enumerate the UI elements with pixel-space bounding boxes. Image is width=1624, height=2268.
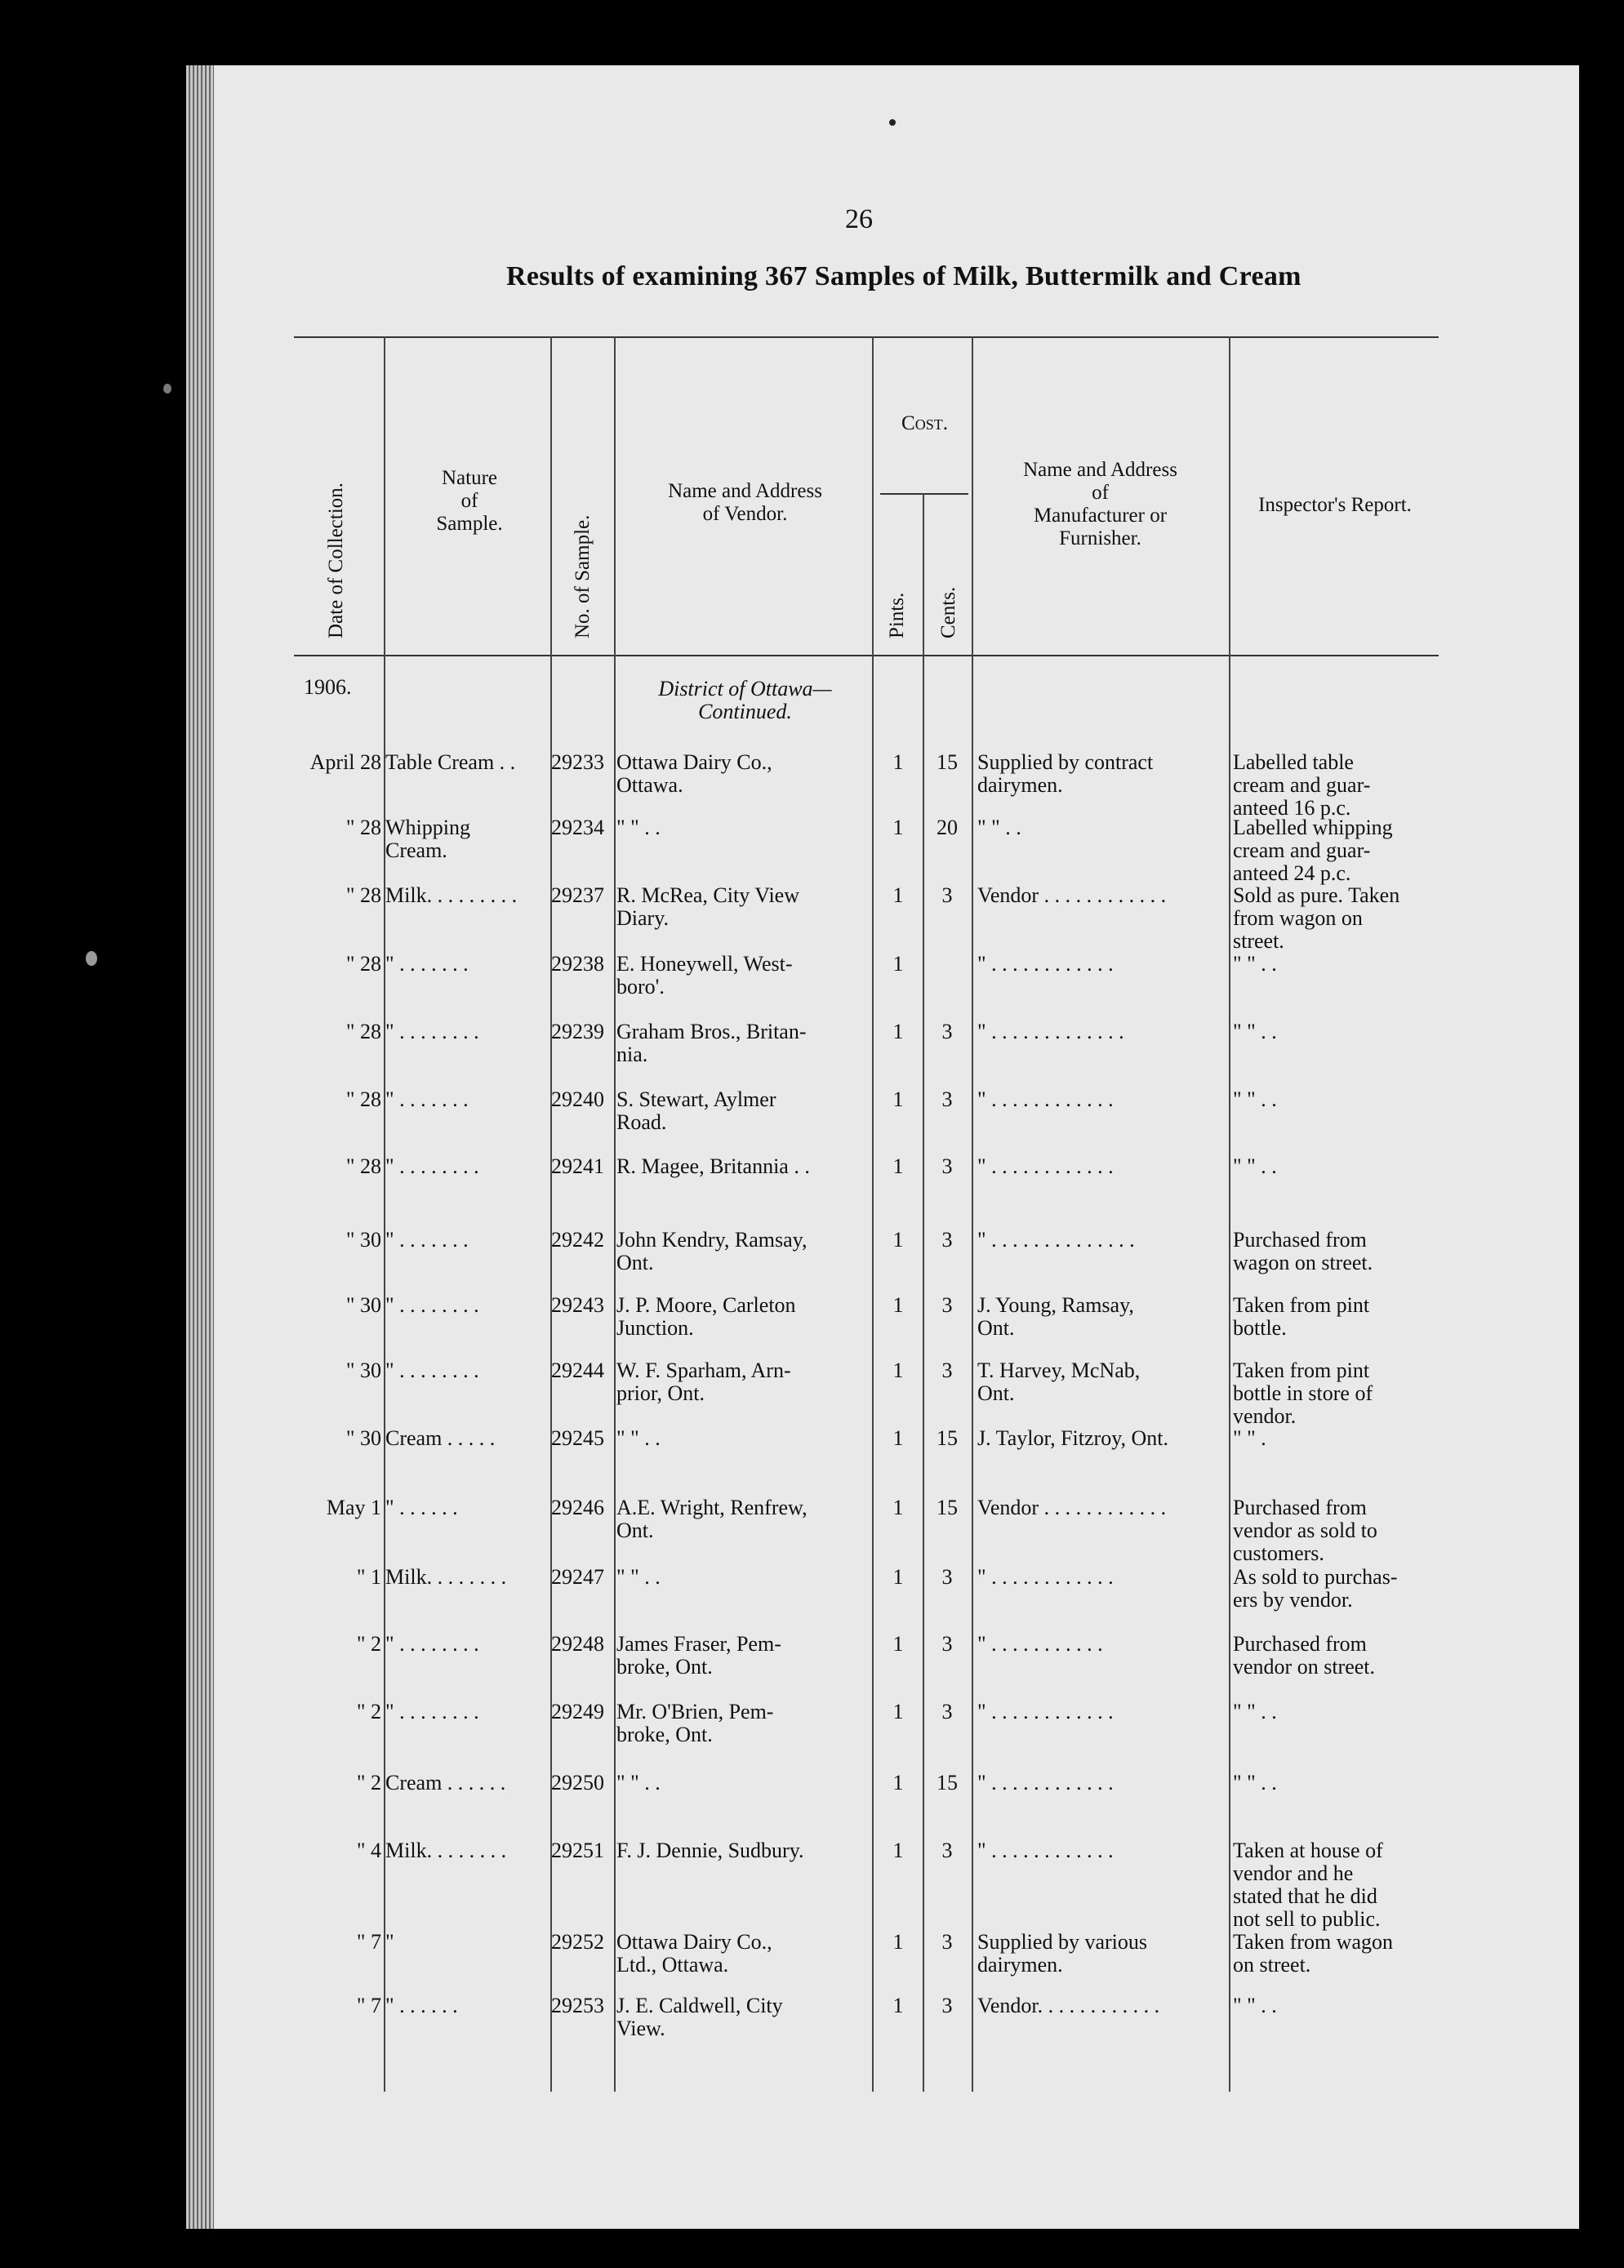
column-rule [972, 336, 973, 2092]
cell-vendor: R. McRea, City View Diary. [616, 883, 799, 930]
table-top-rule [294, 336, 1439, 338]
cell-report: Labelled table cream and guar- anteed 16 p.c. [1233, 750, 1371, 820]
header-vendor: Name and Address of Vendor. [668, 480, 822, 525]
cell-pints: 1 [892, 1426, 904, 1450]
cell-cents: 3 [941, 1839, 953, 1862]
cell-date: " 4 [356, 1839, 381, 1862]
cell-manufacturer: " . . . . . . . . . . . . . [977, 1020, 1124, 1043]
header-nature-of-sample: Nature of Sample. [436, 467, 503, 535]
cell-cents: 3 [941, 883, 953, 907]
cell-date: " 2 [356, 1700, 381, 1723]
cell-pints: 1 [892, 1771, 904, 1794]
cell-manufacturer: Supplied by various dairymen. [977, 1930, 1147, 1977]
cell-cents: 3 [941, 1228, 953, 1252]
cell-date: " 28 [345, 883, 381, 907]
cell-sample-no: 29234 [551, 816, 604, 839]
cell-vendor: John Kendry, Ramsay, Ont. [616, 1228, 808, 1274]
cell-sample-no: 29243 [551, 1293, 604, 1317]
cell-sample-no: 29249 [551, 1700, 604, 1723]
column-rule [1229, 336, 1230, 2092]
cell-report: " " . . [1233, 1700, 1277, 1723]
cell-nature: " [385, 1930, 394, 1954]
cell-pints: 1 [892, 1565, 904, 1589]
header-cents: Cents. [937, 586, 959, 638]
column-rule [872, 336, 874, 2092]
cell-manufacturer: " " . . [977, 816, 1021, 839]
cell-sample-no: 29248 [551, 1632, 604, 1656]
cell-nature: " . . . . . . [385, 1496, 458, 1519]
cell-sample-no: 29253 [551, 1994, 604, 2017]
cell-nature: " . . . . . . . [385, 952, 469, 976]
cell-vendor: " " . . [616, 816, 661, 839]
cell-nature: " . . . . . . . . [385, 1293, 479, 1317]
cell-manufacturer: " . . . . . . . . . . . . [977, 1565, 1114, 1589]
cell-report: " " . . [1233, 1087, 1277, 1111]
cell-pints: 1 [892, 816, 904, 839]
cell-pints: 1 [892, 1154, 904, 1178]
cell-vendor: Ottawa Dairy Co., Ltd., Ottawa. [616, 1930, 772, 1977]
cell-cents: 3 [941, 1293, 953, 1317]
year-label: 1906. [304, 675, 352, 699]
cell-date: May 1 [326, 1496, 381, 1519]
cell-report: Taken from wagon on street. [1233, 1930, 1394, 1977]
cell-manufacturer: T. Harvey, McNab, Ont. [977, 1359, 1141, 1405]
cell-sample-no: 29246 [551, 1496, 604, 1519]
cell-pints: 1 [892, 1839, 904, 1862]
cell-cents: 3 [941, 1087, 953, 1111]
cell-manufacturer: Vendor . . . . . . . . . . . . [977, 883, 1167, 907]
cell-pints: 1 [892, 750, 904, 774]
header-inspector-report: Inspector's Report. [1258, 494, 1412, 516]
cell-pints: 1 [892, 883, 904, 907]
cell-date: " 28 [345, 1020, 381, 1043]
column-rule [384, 336, 385, 2092]
header-date-of-collection: Date of Collection. [325, 483, 347, 638]
cell-report: " " . . [1233, 952, 1277, 976]
cell-vendor: Mr. O'Brien, Pem- broke, Ont. [616, 1700, 774, 1746]
cell-sample-no: 29250 [551, 1771, 604, 1794]
cell-sample-no: 29241 [551, 1154, 604, 1178]
cell-cents: 3 [941, 1020, 953, 1043]
cell-report: Labelled whipping cream and guar- anteed 24 p.c. [1233, 816, 1393, 885]
cell-pints: 1 [892, 1293, 904, 1317]
column-rule [614, 336, 616, 2092]
cell-nature: " . . . . . . . . [385, 1359, 479, 1382]
cell-nature: " . . . . . . . . [385, 1020, 479, 1043]
cell-date: " 28 [345, 1087, 381, 1111]
cell-manufacturer: Vendor . . . . . . . . . . . . [977, 1496, 1167, 1519]
cell-vendor: W. F. Sparham, Arn- prior, Ont. [616, 1359, 791, 1405]
cell-sample-no: 29244 [551, 1359, 604, 1382]
district-label: District of Ottawa— Continued. [658, 677, 832, 723]
cell-report: Sold as pure. Taken from wagon on street. [1233, 883, 1400, 953]
cell-pints: 1 [892, 1228, 904, 1252]
cell-pints: 1 [892, 1700, 904, 1723]
cell-cents: 3 [941, 1565, 953, 1589]
cell-vendor: James Fraser, Pem- broke, Ont. [616, 1632, 781, 1679]
cell-pints: 1 [892, 1020, 904, 1043]
scan-speck [86, 951, 97, 966]
cell-nature: " . . . . . . . . [385, 1632, 479, 1656]
cell-cents: 15 [937, 750, 958, 774]
header-pints: Pints. [886, 592, 908, 638]
cell-report: " " . . [1233, 1771, 1277, 1794]
cell-nature: " . . . . . . [385, 1994, 458, 2017]
cell-nature: Milk. . . . . . . . . [385, 883, 518, 907]
cell-cents: 20 [937, 816, 958, 839]
cell-sample-no: 29251 [551, 1839, 604, 1862]
cell-date: " 30 [345, 1359, 381, 1382]
cell-manufacturer: " . . . . . . . . . . . . [977, 1700, 1114, 1723]
column-rule [550, 336, 552, 2092]
cell-nature: " . . . . . . . . [385, 1154, 479, 1178]
cell-cents: 3 [941, 1700, 953, 1723]
header-cost: Cost. [901, 412, 948, 434]
cell-nature: " . . . . . . . [385, 1228, 469, 1252]
cell-report: " " . [1233, 1426, 1266, 1450]
cell-date: " 1 [356, 1565, 381, 1589]
cell-report: Taken at house of vendor and he stated that he did not sell to public. [1233, 1839, 1383, 1931]
cell-nature: " . . . . . . . . [385, 1700, 479, 1723]
cell-vendor: J. P. Moore, Carleton Junction. [616, 1293, 796, 1340]
cell-date: " 28 [345, 952, 381, 976]
scan-speck [163, 384, 171, 394]
cell-sample-no: 29247 [551, 1565, 604, 1589]
cell-report: " " . . [1233, 1154, 1277, 1178]
cell-sample-no: 29242 [551, 1228, 604, 1252]
cell-sample-no: 29239 [551, 1020, 604, 1043]
cell-manufacturer: " . . . . . . . . . . . . . . [977, 1228, 1135, 1252]
cell-pints: 1 [892, 952, 904, 976]
cell-manufacturer: " . . . . . . . . . . . . [977, 1087, 1114, 1111]
cell-vendor: E. Honeywell, West- boro'. [616, 952, 793, 998]
cell-pints: 1 [892, 1930, 904, 1954]
cell-manufacturer: J. Taylor, Fitzroy, Ont. [977, 1426, 1169, 1450]
cell-cents: 3 [941, 1154, 953, 1178]
cell-report: Taken from pint bottle in store of vendor. [1233, 1359, 1373, 1428]
cell-manufacturer: " . . . . . . . . . . . . [977, 1771, 1114, 1794]
cell-nature: Whipping Cream. [385, 816, 470, 862]
cell-sample-no: 29237 [551, 883, 604, 907]
cell-vendor: R. Magee, Britannia . . [616, 1154, 810, 1178]
cell-nature: Milk. . . . . . . . [385, 1565, 507, 1589]
cell-pints: 1 [892, 1994, 904, 2017]
cell-report: " " . . [1233, 1020, 1277, 1043]
cell-nature: Cream . . . . . [385, 1426, 496, 1450]
cell-cents: 3 [941, 1930, 953, 1954]
cell-report: " " . . [1233, 1994, 1277, 2017]
cell-vendor: " " . . [616, 1565, 661, 1589]
cell-vendor: S. Stewart, Aylmer Road. [616, 1087, 776, 1134]
cell-cents: 15 [937, 1426, 958, 1450]
book-spine-edge [186, 65, 214, 2229]
cell-vendor: " " . . [616, 1771, 661, 1794]
cell-pints: 1 [892, 1496, 904, 1519]
cell-date: " 28 [345, 1154, 381, 1178]
cell-pints: 1 [892, 1087, 904, 1111]
cost-divider-rule [880, 493, 968, 495]
cell-manufacturer: " . . . . . . . . . . . [977, 1632, 1103, 1656]
cell-date: " 30 [345, 1228, 381, 1252]
cell-date: " 28 [345, 816, 381, 839]
cell-vendor: F. J. Dennie, Sudbury. [616, 1839, 804, 1862]
cell-manufacturer: " . . . . . . . . . . . . [977, 1839, 1114, 1862]
cell-vendor: A.E. Wright, Renfrew, Ont. [616, 1496, 808, 1542]
header-no-of-sample: No. of Sample. [572, 514, 594, 638]
cell-cents: 15 [937, 1496, 958, 1519]
cell-manufacturer: Supplied by contract dairymen. [977, 750, 1154, 797]
header-manufacturer: Name and Address of Manufacturer or Furnisher. [1023, 459, 1177, 549]
cell-nature: " . . . . . . . [385, 1087, 469, 1111]
header-bottom-rule [294, 655, 1439, 656]
cell-sample-no: 29245 [551, 1426, 604, 1450]
cell-sample-no: 29238 [551, 952, 604, 976]
cell-vendor: Ottawa Dairy Co., Ottawa. [616, 750, 772, 797]
cell-date: " 30 [345, 1426, 381, 1450]
cell-report: Purchased from vendor as sold to customers. [1233, 1496, 1377, 1565]
cell-sample-no: 29240 [551, 1087, 604, 1111]
cell-report: Purchased from vendor on street. [1233, 1632, 1376, 1679]
cell-vendor: J. E. Caldwell, City View. [616, 1994, 783, 2040]
cell-nature: Cream . . . . . . [385, 1771, 506, 1794]
cell-cents: 3 [941, 1632, 953, 1656]
cell-manufacturer: " . . . . . . . . . . . . [977, 1154, 1114, 1178]
cell-date: " 7 [356, 1930, 381, 1954]
cell-vendor: " " . . [616, 1426, 661, 1450]
cell-cents: 3 [941, 1359, 953, 1382]
scan-speck [889, 119, 896, 126]
cell-nature: Milk. . . . . . . . [385, 1839, 507, 1862]
cell-pints: 1 [892, 1359, 904, 1382]
cell-nature: Table Cream . . [385, 750, 516, 774]
cell-report: Purchased from wagon on street. [1233, 1228, 1373, 1274]
cell-report: Taken from pint bottle. [1233, 1293, 1370, 1340]
cell-manufacturer: J. Young, Ramsay, Ont. [977, 1293, 1134, 1340]
cell-cents: 3 [941, 1994, 953, 2017]
cell-sample-no: 29252 [551, 1930, 604, 1954]
cell-report: As sold to purchas- ers by vendor. [1233, 1565, 1398, 1612]
cell-manufacturer: " . . . . . . . . . . . . [977, 952, 1114, 976]
cell-sample-no: 29233 [551, 750, 604, 774]
cell-pints: 1 [892, 1632, 904, 1656]
page-title: Results of examining 367 Samples of Milk, Buttermilk and Cream [506, 261, 1301, 291]
cell-cents: 15 [937, 1771, 958, 1794]
cell-date: April 28 [309, 750, 381, 774]
cell-date: " 2 [356, 1632, 381, 1656]
cell-date: " 2 [356, 1771, 381, 1794]
page-number: 26 [845, 204, 873, 234]
cell-date: " 30 [345, 1293, 381, 1317]
cell-manufacturer: Vendor. . . . . . . . . . . . [977, 1994, 1160, 2017]
cell-date: " 7 [356, 1994, 381, 2017]
cell-vendor: Graham Bros., Britan- nia. [616, 1020, 807, 1066]
